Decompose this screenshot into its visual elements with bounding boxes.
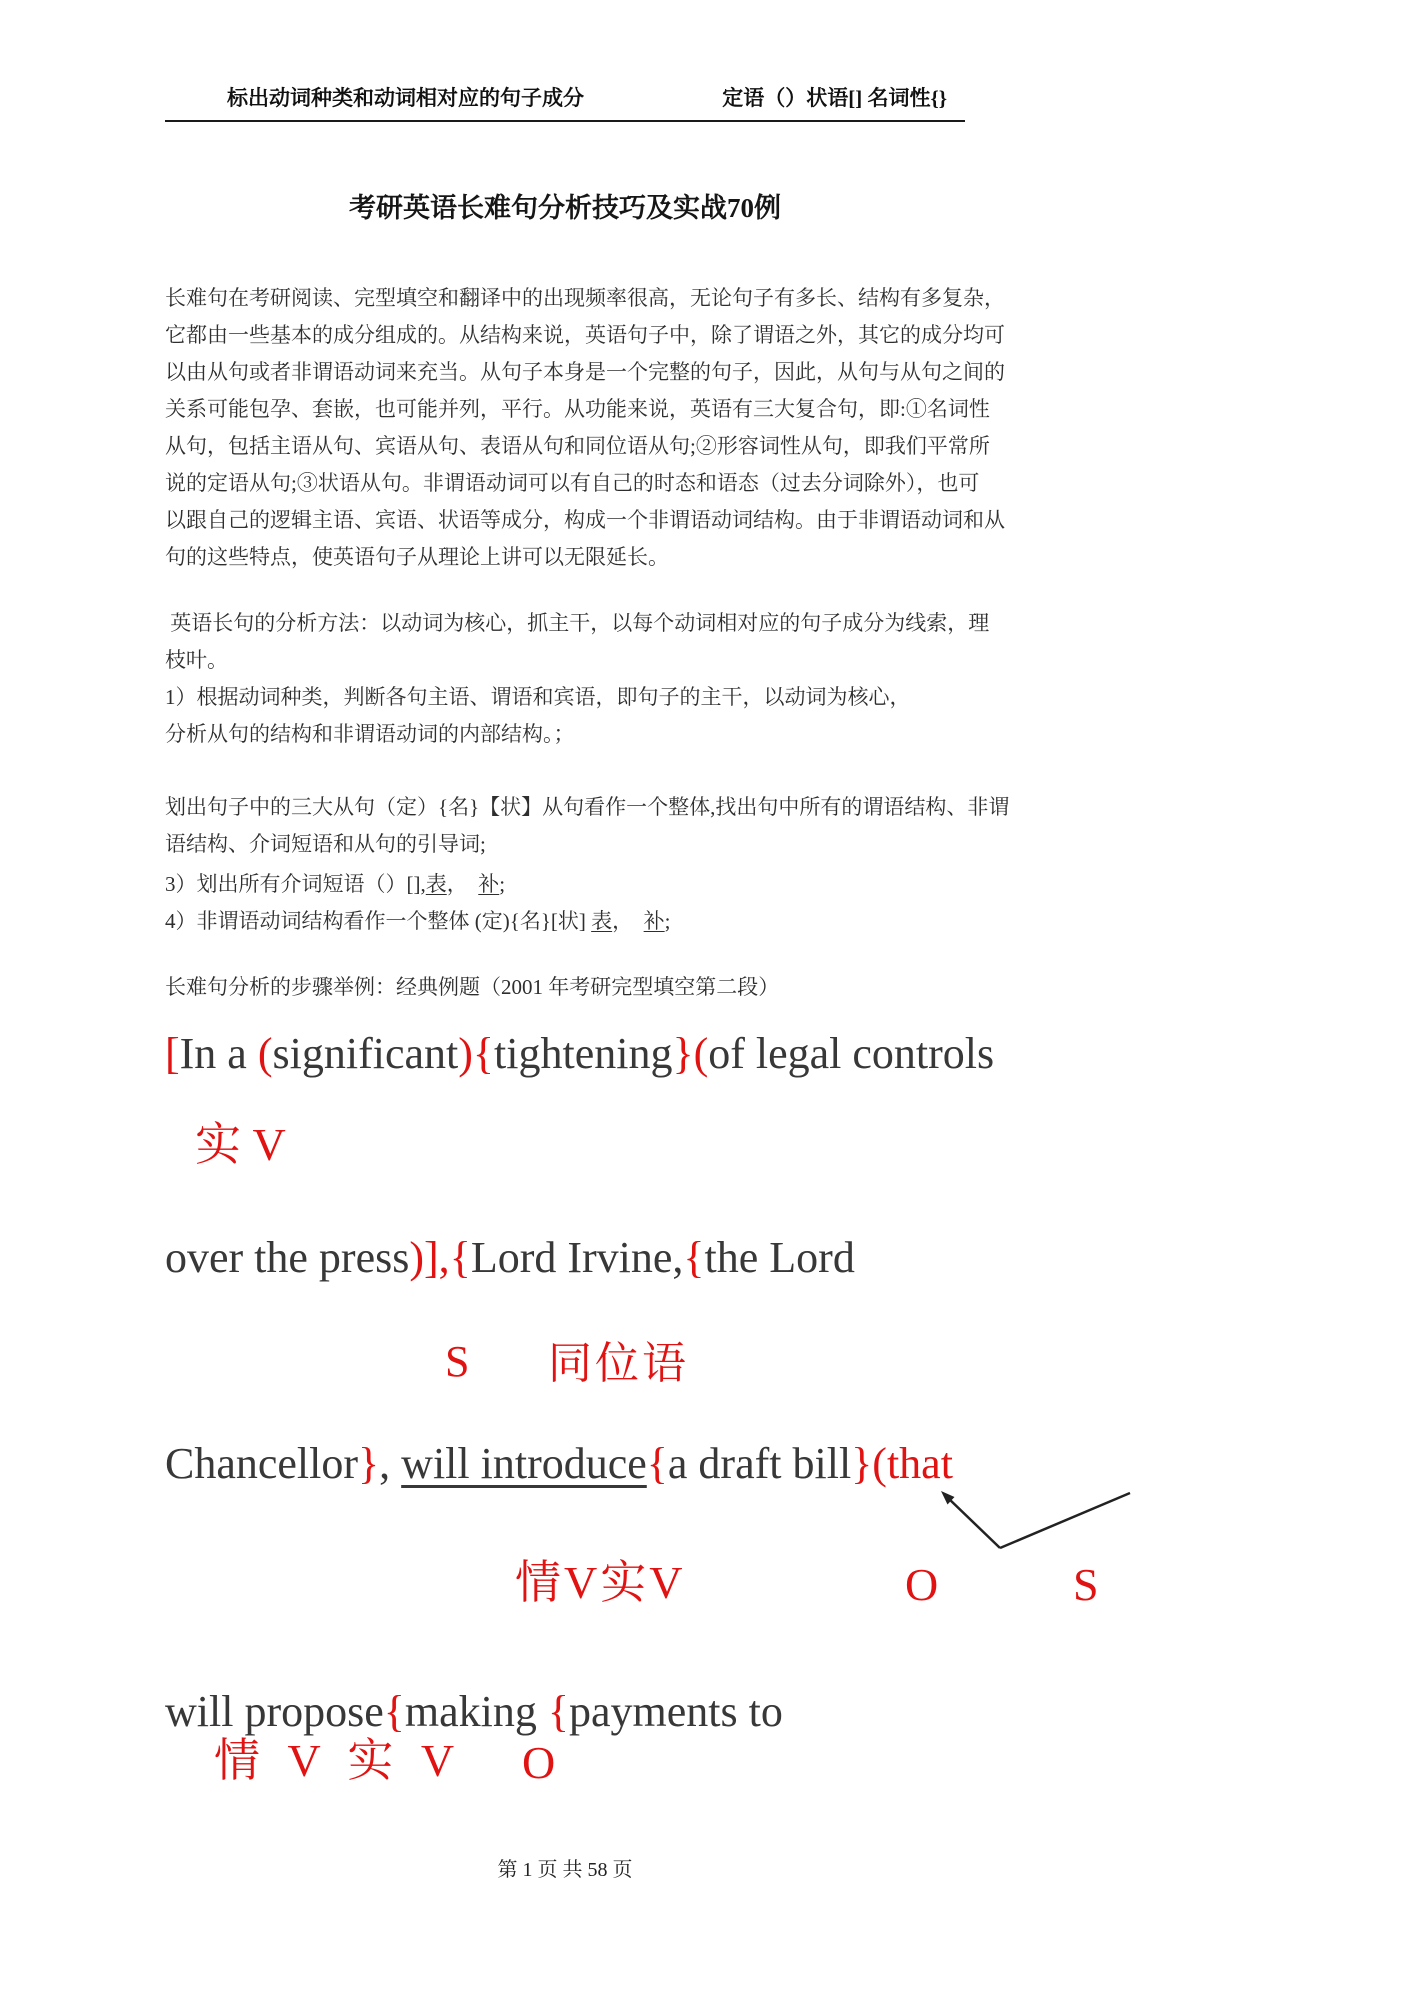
text-segment: over the press bbox=[165, 1233, 410, 1282]
text-segment: ， bbox=[446, 872, 479, 896]
list-item-3 bbox=[165, 866, 975, 903]
text-segment: the Lord bbox=[704, 1233, 855, 1282]
text-segment: making bbox=[404, 1687, 548, 1736]
red-bracket-segment: { bbox=[547, 1687, 569, 1736]
annotation-label-apposition: 同位语 bbox=[548, 1339, 689, 1388]
text-segment: payments to bbox=[569, 1687, 783, 1736]
text-segment: of legal controls bbox=[708, 1029, 995, 1078]
text-segment: ; bbox=[664, 909, 671, 933]
sentence-line-2 bbox=[165, 1230, 855, 1285]
page-header bbox=[165, 82, 965, 122]
annotation-label-s: S bbox=[445, 1337, 470, 1386]
text-segment: tightening bbox=[494, 1029, 673, 1078]
header-left-text: 标出动词种类和动词相对应的句子成分 bbox=[227, 86, 584, 110]
text-line: 枝叶。 bbox=[165, 648, 228, 672]
red-bracket-segment: [ bbox=[165, 1029, 180, 1078]
text-segment: 表 bbox=[591, 909, 613, 933]
text-line: 分析从句的结构和非谓语动词的内部结构。； bbox=[165, 722, 575, 746]
text-segment: Lord Irvine, bbox=[470, 1233, 684, 1282]
sentence-line-3 bbox=[165, 1436, 953, 1491]
text-segment: significant bbox=[272, 1029, 459, 1078]
red-bracket-segment: ( bbox=[693, 1029, 709, 1078]
list-item-4 bbox=[165, 903, 975, 940]
text-segment: will propose bbox=[165, 1687, 384, 1736]
red-bracket-segment: } bbox=[672, 1029, 694, 1078]
red-bracket-segment: { bbox=[472, 1029, 495, 1078]
red-bracket-segment: ) bbox=[458, 1029, 473, 1078]
sentence-line-4 bbox=[165, 1684, 783, 1739]
text-line: 句的这些特点，使英语句子从理论上讲可以无限延长。 bbox=[165, 545, 669, 569]
text-line: 它都由一些基本的成分组成的。从结构来说，英语句子中，除了谓语之外，其它的成分均可 bbox=[165, 323, 1005, 347]
red-bracket-segment: } bbox=[851, 1439, 873, 1488]
text-line: 从句，包括主语从句、宾语从句、表语从句和同位语从句;②形容词性从句，即我们平常所 bbox=[165, 434, 990, 458]
text-segment: Chancellor bbox=[165, 1439, 359, 1488]
annotation-label-shi-v: 实 V bbox=[195, 1119, 286, 1170]
method-paragraph bbox=[165, 605, 990, 679]
text-segment: a draft bill bbox=[667, 1439, 852, 1488]
red-bracket-segment: { bbox=[683, 1233, 705, 1282]
text-line: 划出句子中的三大从句（定）{名}【状】从句看作一个整体,找出句中所有的谓语结构、非谓 bbox=[165, 795, 1010, 819]
text-line: 长难句在考研阅读、完型填空和翻译中的出现频率很高，无论句子有多长、结构有多复杂， bbox=[165, 286, 1005, 310]
text-line: 1）根据动词种类，判断各句主语、谓语和宾语，即句子的主干，以动词为核心， bbox=[165, 685, 911, 709]
red-bracket-segment: { bbox=[449, 1233, 471, 1282]
text-segment: 3）划出所有介词短语（）[], bbox=[165, 872, 426, 896]
text-line: 以跟自己的逻辑主语、宾语、状语等成分，构成一个非谓语动词结构。由于非谓语动词和从 bbox=[165, 508, 1005, 532]
text-segment: will introduce bbox=[401, 1439, 647, 1488]
annotation-label-o: O bbox=[905, 1559, 939, 1610]
text-segment: ; bbox=[499, 872, 506, 896]
text-segment: 补 bbox=[478, 872, 500, 896]
page-number: 第 1 页 共 58 页 bbox=[497, 1859, 633, 1881]
example-intro-line: 长难句分析的步骤举例：经典例题（2001 年考研完型填空第二段） bbox=[165, 975, 780, 999]
annotation-label-s2: S bbox=[1073, 1559, 1099, 1610]
annotation-label-o2: O bbox=[522, 1737, 556, 1788]
text-line: 以由从句或者非谓语动词来充当。从句子本身是一个完整的句子，因此，从句与从句之间的 bbox=[165, 360, 1005, 384]
list-item-1 bbox=[165, 679, 975, 753]
annotation-arrow bbox=[925, 1483, 1140, 1558]
text-segment: In a bbox=[179, 1029, 258, 1078]
intro-paragraph bbox=[165, 280, 1005, 576]
text-segment: 补 bbox=[643, 909, 665, 933]
text-line: 说的定语从句;③状语从句。非谓语动词可以有自己的时态和语态（过去分词除外），也可 bbox=[165, 471, 980, 495]
text-line: 关系可能包孕、套嵌，也可能并列，平行。从功能来说，英语有三大复合句，即:①名词性 bbox=[165, 397, 990, 421]
sentence-line-1 bbox=[165, 1026, 994, 1081]
red-bracket-segment: } bbox=[358, 1439, 380, 1488]
page-title: 考研英语长难句分析技巧及实战70例 bbox=[349, 193, 781, 223]
red-bracket-segment: { bbox=[646, 1439, 668, 1488]
text-segment: , bbox=[379, 1439, 402, 1488]
red-bracket-segment: (that bbox=[872, 1439, 953, 1488]
clause-marking-paragraph bbox=[165, 789, 1010, 863]
header-right-text: 定语（）状语[] 名词性{} bbox=[722, 86, 947, 110]
text-segment: 4）非谓语动词结构看作一个整体 (定){名}[状] bbox=[165, 909, 592, 933]
text-segment: 表 bbox=[425, 872, 447, 896]
text-segment: ， bbox=[612, 909, 644, 933]
text-line: 英语长句的分析方法：以动词为核心，抓主干，以每个动词相对应的句子成分为线索，理 bbox=[165, 611, 990, 635]
red-bracket-segment: ( bbox=[257, 1029, 273, 1078]
red-bracket-segment: )], bbox=[409, 1233, 450, 1282]
annotation-label-qing-v-shi-v: 情V实V bbox=[515, 1557, 686, 1608]
red-bracket-segment: { bbox=[383, 1687, 405, 1736]
annotation-label-qing-v-shi-v2: 情 V 实 V bbox=[214, 1735, 463, 1786]
text-line: 语结构、介词短语和从句的引导词; bbox=[165, 832, 486, 856]
